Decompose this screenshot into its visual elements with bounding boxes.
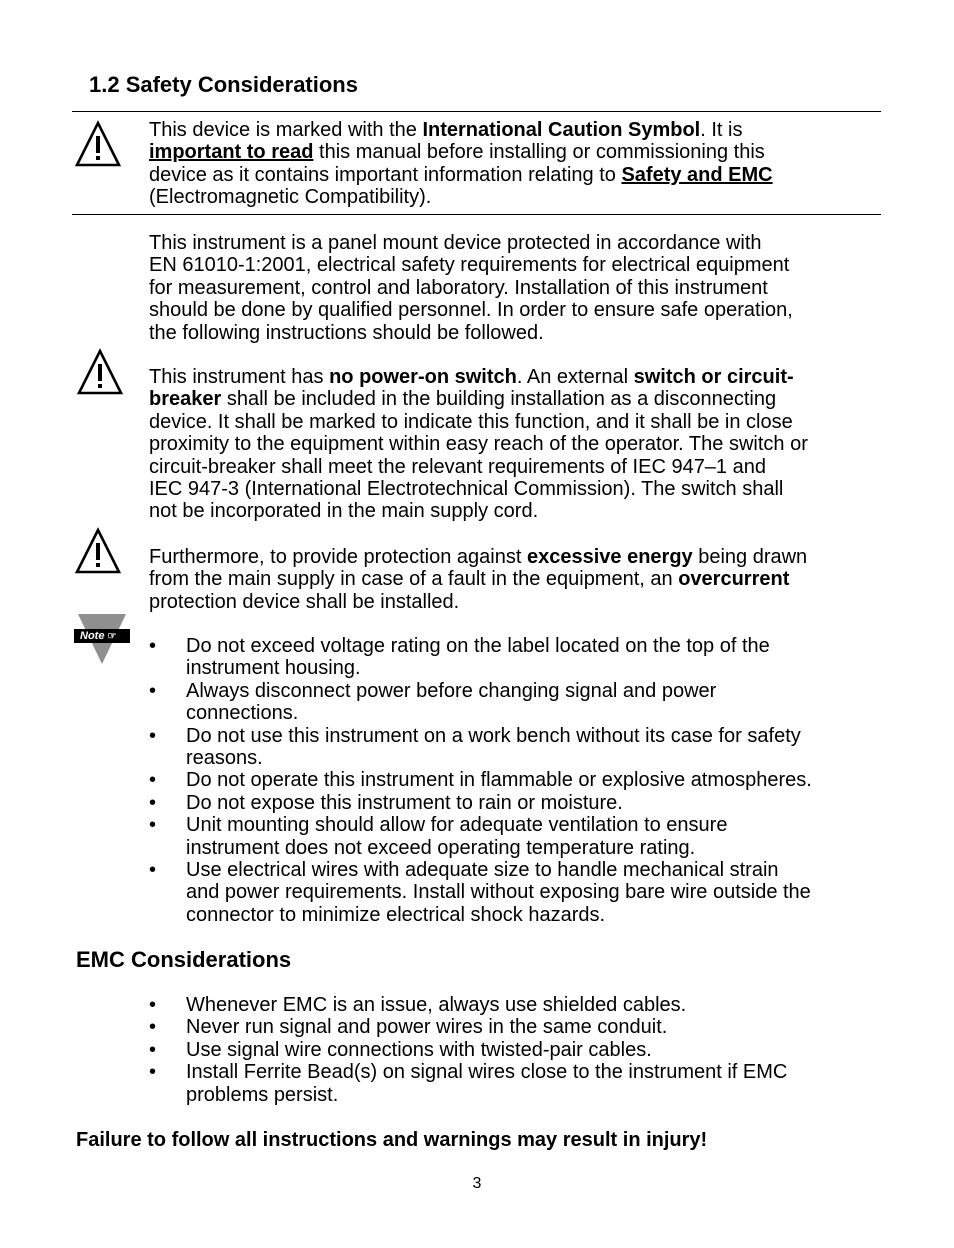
bullet-icon: • [149,1038,157,1061]
list-item-line: Unit mounting should allow for adequate ventilation to ensure [186,814,728,837]
emc-title: EMC Considerations [76,947,292,972]
list-item-line: Always disconnect power before changing signal and power [186,679,717,702]
list-item-line: instrument does not exceed operating temperature rating. [186,836,696,859]
list-item-line: connector to minimize electrical shock hazards. [186,903,606,926]
bullet-icon: • [149,1061,157,1084]
bullet-icon: • [149,679,157,702]
list-item [149,814,899,859]
power-switch-paragraph: This instrument has no power-on switch. An external switch or circuit- breaker shall be included in the building installation as a disconnecting device. It shall be marked to indicate this function, and it shall be in close proximity to the equipment within easy reach of the operator. The switch or circuit-breaker shall meet the relevant requirements of IEC 947–1 and IEC 947-3 (International Electrotechnical Commission). The switch shall not be incorporated in the main supply cord. [149,366,808,523]
list-item-line: and power requirements. Install without exposing bare wire outside the [186,881,811,904]
caution-triangle-icon [74,120,122,168]
list-item-line: Do not expose this instrument to rain or moisture. [186,791,623,814]
bullet-icon: • [149,994,157,1016]
list-item [149,994,889,1016]
list-item [149,1039,889,1061]
list-item-line: Do not operate this instrument in flammable or explosive atmospheres. [186,769,812,792]
pointing-hand-icon: ☞ [107,631,117,642]
note-icon [72,614,132,668]
bullet-icon: • [149,769,157,792]
safety-paragraph: This instrument is a panel mount device protected in accordance with EN 61010-1:2001, electrical safety requirements for electrical equipment for measurement, control and laboratory. Installation of this instrument should be done by qualified personnel. In order to ensure safe operation, the following instructions should be followed. [149,232,793,344]
list-item-line: Whenever EMC is an issue, always use shielded cables. [186,994,687,1016]
list-item-line: Never run signal and power wires in the same conduit. [186,1016,668,1039]
page-number: 3 [472,1175,482,1192]
list-item [149,792,899,814]
list-item-line: Install Ferrite Bead(s) on signal wires close to the instrument if EMC [186,1061,788,1084]
section-title: 1.2 Safety Considerations [89,72,358,97]
caution-paragraph: This device is marked with the International Caution Symbol. It is important to read this manual before installing or commissioning this device as it contains important information relating to Safety and EMC (Electromagnetic Compatibility). [149,119,773,209]
list-item-line: connections. [186,702,299,725]
list-item-line: reasons. [186,747,263,770]
bullet-icon: • [149,635,157,657]
list-item [149,635,899,680]
list-item [149,859,899,926]
list-item [149,1016,889,1038]
list-item [149,769,899,791]
caution-triangle-icon [76,348,124,396]
safety-bullet-list [149,635,899,926]
list-item-line: Use signal wire connections with twisted-pair cables. [186,1038,652,1061]
emc-bullet-list [149,994,889,1106]
bullet-icon: • [149,724,157,747]
list-item [149,680,899,725]
bullet-icon: • [149,1016,157,1039]
bullet-icon: • [149,791,157,814]
list-item [149,1061,889,1106]
list-item-line: Do not use this instrument on a work bench without its case for safety [186,724,801,747]
list-item-line: problems persist. [186,1083,339,1106]
top-rule [72,111,881,112]
list-item [149,725,899,770]
list-item-line: Do not exceed voltage rating on the label located on the top of the [186,635,770,657]
list-item-line: instrument housing. [186,657,361,680]
bullet-icon: • [149,859,157,882]
caution-triangle-icon [74,527,122,575]
list-item-line: Use electrical wires with adequate size to handle mechanical strain [186,859,779,882]
bullet-icon: • [149,814,157,837]
note-label: Note ☞ [74,629,130,643]
bottom-rule [72,214,881,215]
warning-text: Failure to follow all instructions and warnings may result in injury! [76,1129,708,1151]
overcurrent-paragraph: Furthermore, to provide protection against excessive energy being drawn from the main supply in case of a fault in the equipment, an overcurrent protection device shall be installed. [149,546,808,613]
